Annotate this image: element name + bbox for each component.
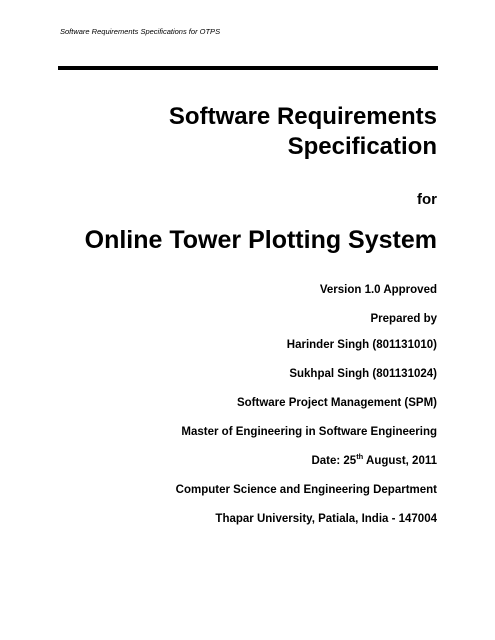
author-2: Sukhpal Singh (801131024) — [289, 368, 437, 380]
program-name: Master of Engineering in Software Engineering — [181, 426, 437, 438]
department-name: Computer Science and Engineering Department — [175, 484, 437, 496]
running-header: Software Requirements Specifications for OTPS — [60, 27, 221, 36]
course-name: Software Project Management (SPM) — [236, 397, 437, 409]
title-line-1: Software Requirements — [168, 103, 437, 130]
author-1: Harinder Singh (801131010) — [286, 339, 437, 351]
product-name: Online Tower Plotting System — [84, 226, 437, 254]
for-label: for — [417, 191, 437, 208]
title-line-2: Specification — [287, 133, 437, 160]
header-divider — [58, 66, 438, 70]
version-label: Version 1.0 Approved — [319, 284, 437, 296]
date-superscript: th — [356, 452, 364, 462]
document-date — [311, 452, 437, 467]
date-prefix: Date: 25 — [311, 455, 357, 467]
institution-name: Thapar University, Patiala, India - 147004 — [215, 513, 437, 525]
prepared-by-label: Prepared by — [370, 313, 437, 325]
date-suffix: August, 2011 — [363, 455, 437, 467]
document-title — [169, 102, 437, 162]
